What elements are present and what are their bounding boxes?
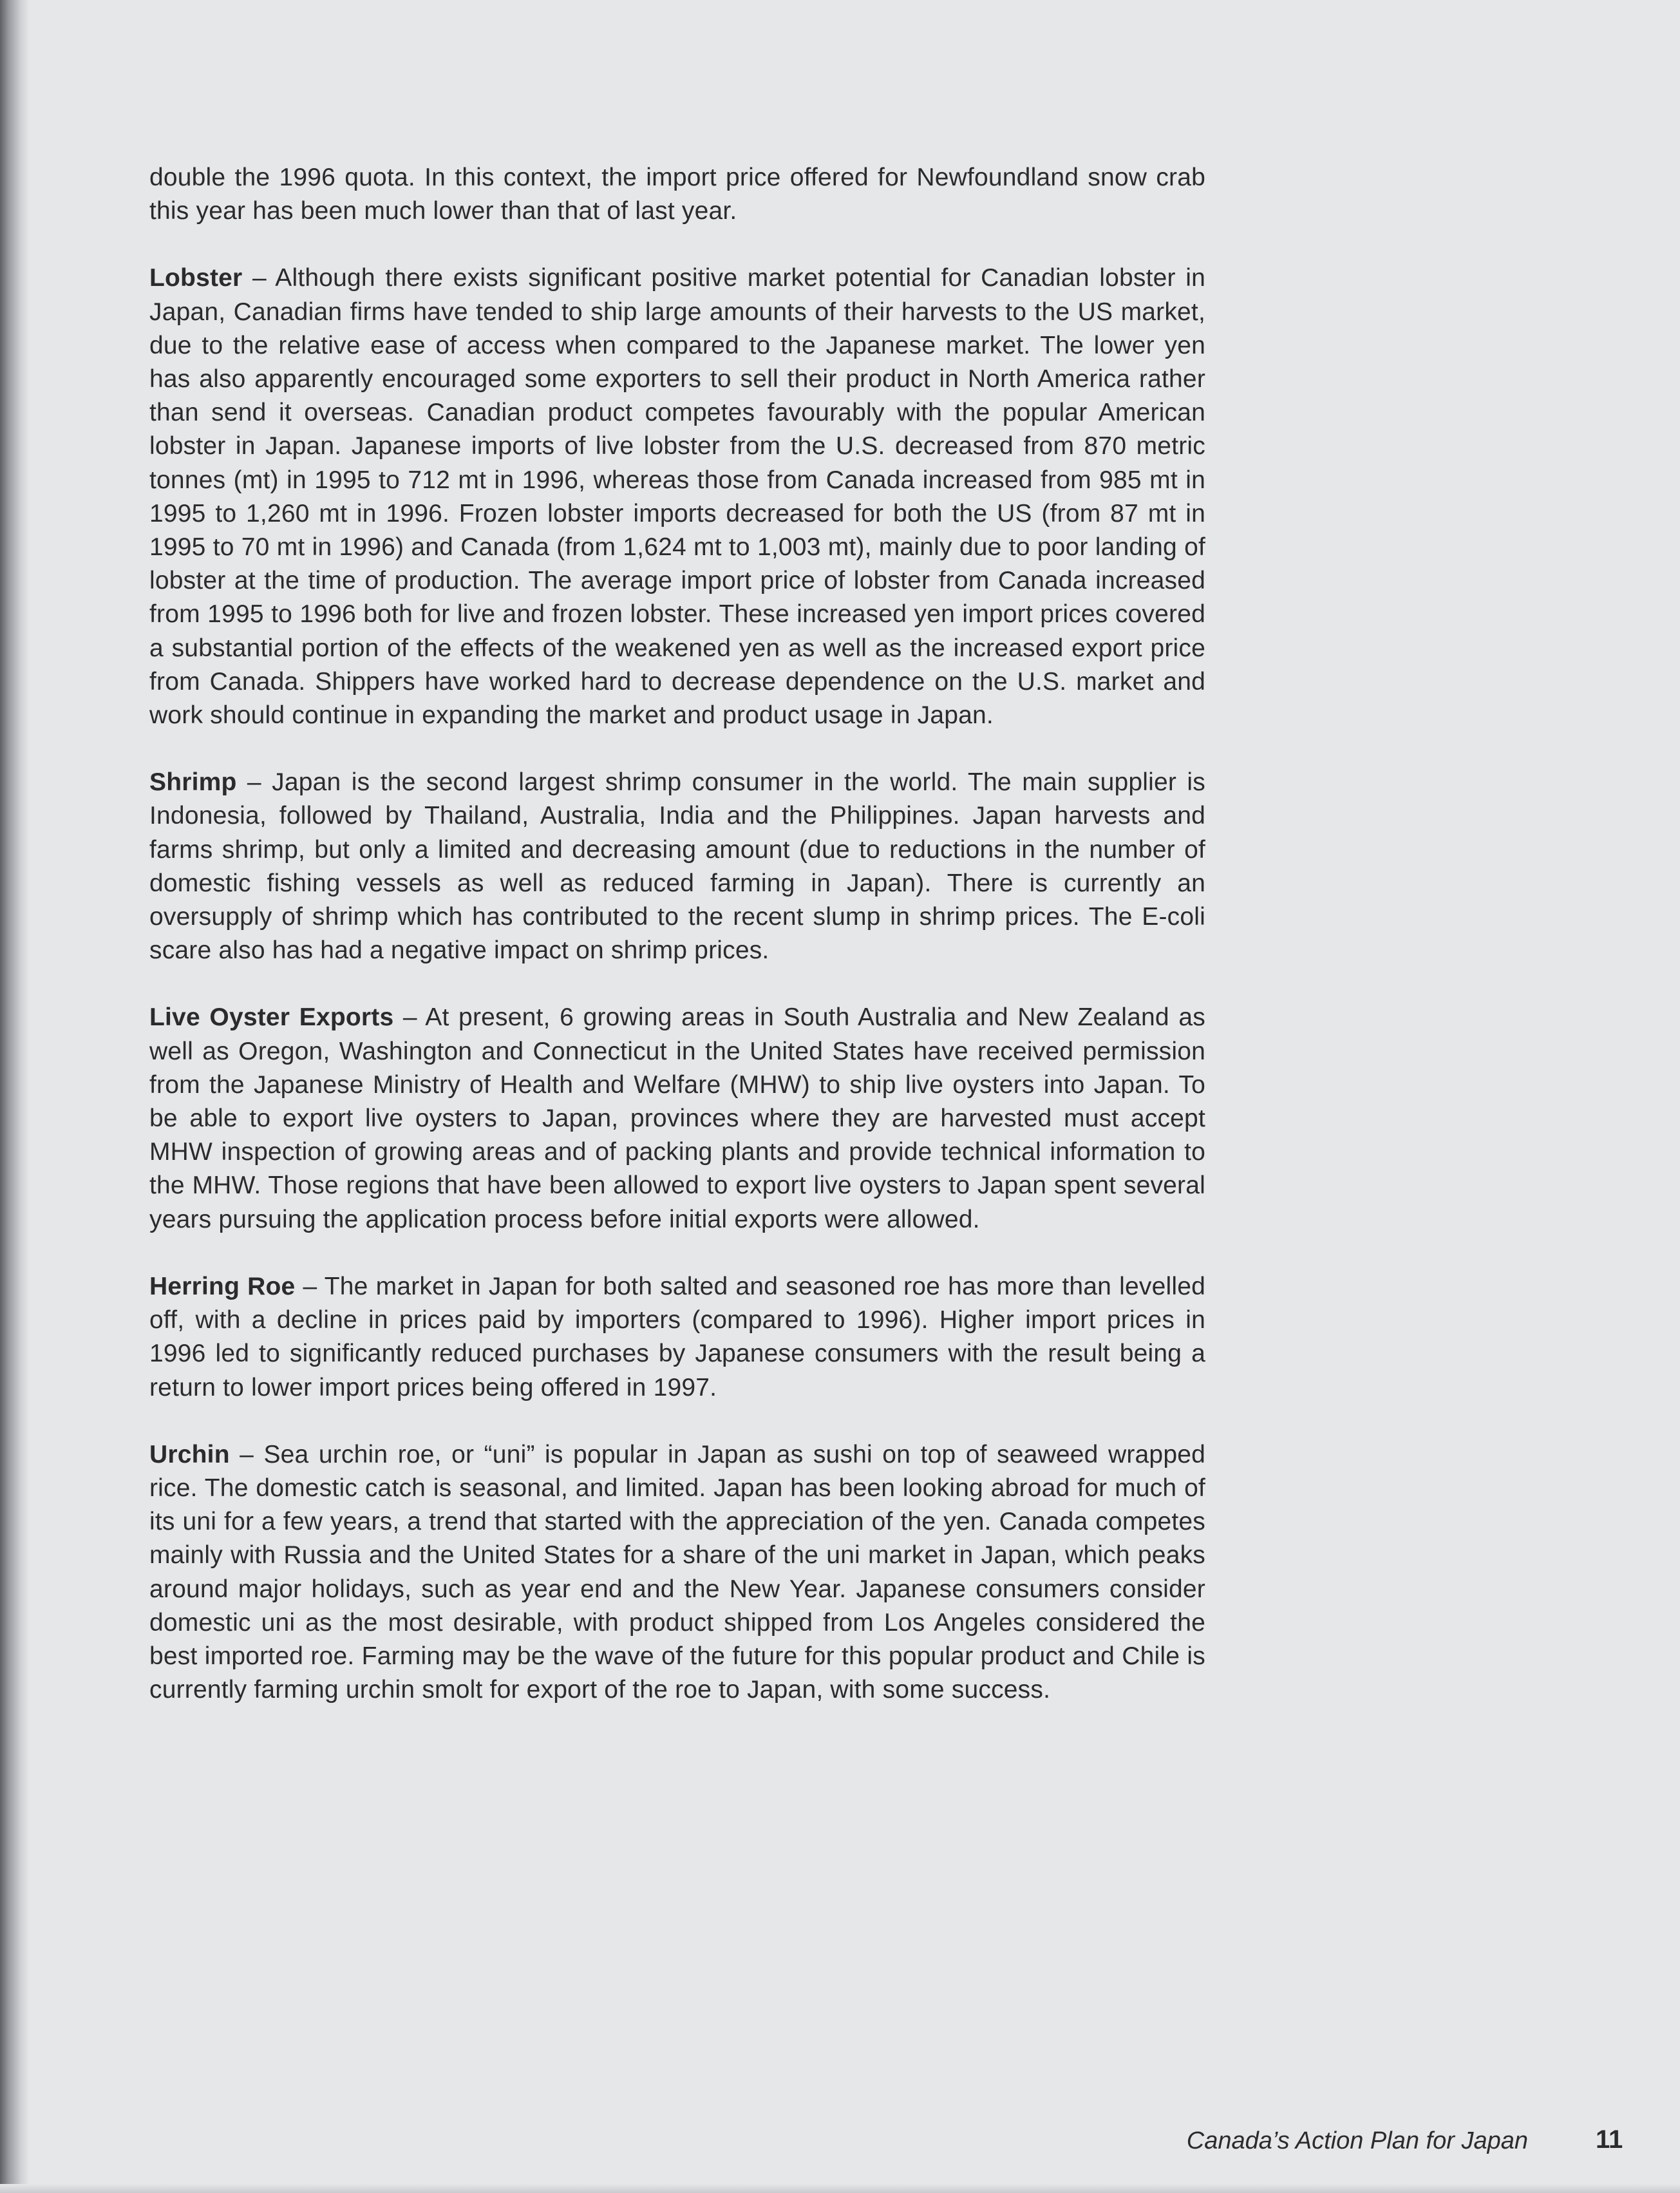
paragraph-heading-shrimp: Shrimp xyxy=(149,768,237,797)
paragraph-heading-urchin: Urchin xyxy=(149,1440,230,1468)
footer-running-title: Canada’s Action Plan for Japan xyxy=(1186,2127,1528,2154)
paragraph-herring-roe xyxy=(149,1270,1205,1405)
paragraph-urchin xyxy=(149,1438,1205,1707)
paragraph-text: double the 1996 quota. In this context, the import price offered for Newfoundland snow crab this year has been much lower than that of last year. xyxy=(149,164,1205,225)
paragraph-text: – Japan is the second largest shrimp consumer in the world. The main supplier is Indonesia, followed by Thailand, Australia, India and the Philippines. Japan harvests and farms shrimp, but only a limited and decreasing amount (due to reductions in the number of domestic fishing vessels as well as reduced farming in Japan). There is currently an oversupply of shrimp which has contributed to the recent slump in shrimp prices. The E-coli scare also has had a negative impact on shrimp prices. xyxy=(149,768,1205,965)
paragraph-snow-crab-continued xyxy=(149,161,1205,228)
page-gutter-shadow xyxy=(0,0,30,2193)
paragraph-text: – At present, 6 growing areas in South Australia and New Zealand as well as Oregon, Washington and Connecticut in the United States have received permission from the Japanese Ministry of Health and Welfare (MHW) to ship live oysters into Japan. To be able to export live oysters to Japan, provinces where they are harvested must accept MHW inspection of growing areas and of packing plants and provide technical information to the MHW. Those regions that have been allowed to export live oysters to Japan spent several years pursuing the application process before initial exports were allowed. xyxy=(149,1003,1205,1233)
paragraph-text: – The market in Japan for both salted and seasoned roe has more than levelled off, with a decline in prices paid by importers (compared to 1996). Higher import prices in 1996 led to significantly reduced purchases by Japanese consumers with the result being a return to lower import prices being offered in 1997. xyxy=(149,1272,1205,1401)
paragraph-text: – Although there exists significant positive market potential for Canadian lobster in Japan, Canadian firms have tended to ship large amounts of their harvests to the US market, due to the relative ease of access when compared to the Japanese market. The lower yen has also apparently encouraged some exporters to sell their product in North America rather than send it overseas. Canadian product competes favourably with the popular American lobster in Japan. Japanese imports of live lobster from the U.S. decreased from 870 metric tonnes (mt) in 1995 to 712 mt in 1996, whereas those from Canada increased from 985 mt in 1995 to 1,260 mt in 1996. Frozen lobster imports decreased for both the US (from 87 mt in 1995 to 70 mt in 1996) and Canada (from 1,624 mt to 1,003 mt), mainly due to poor landing of lobster at the time of production. The average import price of lobster from Canada increased from 1995 to 1996 both for live and frozen lobster. These increased yen import prices covered a substantial portion of the effects of the weakened yen as well as the increased export price from Canada. Shippers have worked hard to decrease dependence on the U.S. market and work should continue in expanding the market and product usage in Japan. xyxy=(149,264,1205,730)
document-body xyxy=(149,161,1205,1740)
paragraph-heading-lobster: Lobster xyxy=(149,264,243,292)
page-bottom-edge xyxy=(0,2184,1680,2193)
footer-page-number: 11 xyxy=(1596,2125,1623,2154)
paragraph-lobster xyxy=(149,261,1205,732)
paragraph-shrimp xyxy=(149,766,1205,967)
paragraph-text: – Sea urchin roe, or “uni” is popular in Japan as sushi on top of seaweed wrapped rice. The domestic catch is seasonal, and limited. Japan has been looking abroad for much of its uni for a few years, a trend that started with the appreciation of the yen. Canada competes mainly with Russia and the United States for a share of the uni market in Japan, which peaks around major holidays, such as year end and the New Year. Japanese consumers consider domestic uni as the most desirable, with product shipped from Los Angeles considered the best imported roe. Farming may be the wave of the future for this popular product and Chile is currently farming urchin smolt for export of the roe to Japan, with some success. xyxy=(149,1440,1205,1704)
paragraph-live-oyster-exports xyxy=(149,1001,1205,1236)
paragraph-heading-live-oyster-exports: Live Oyster Exports xyxy=(149,1003,394,1032)
paragraph-heading-herring-roe: Herring Roe xyxy=(149,1272,296,1300)
